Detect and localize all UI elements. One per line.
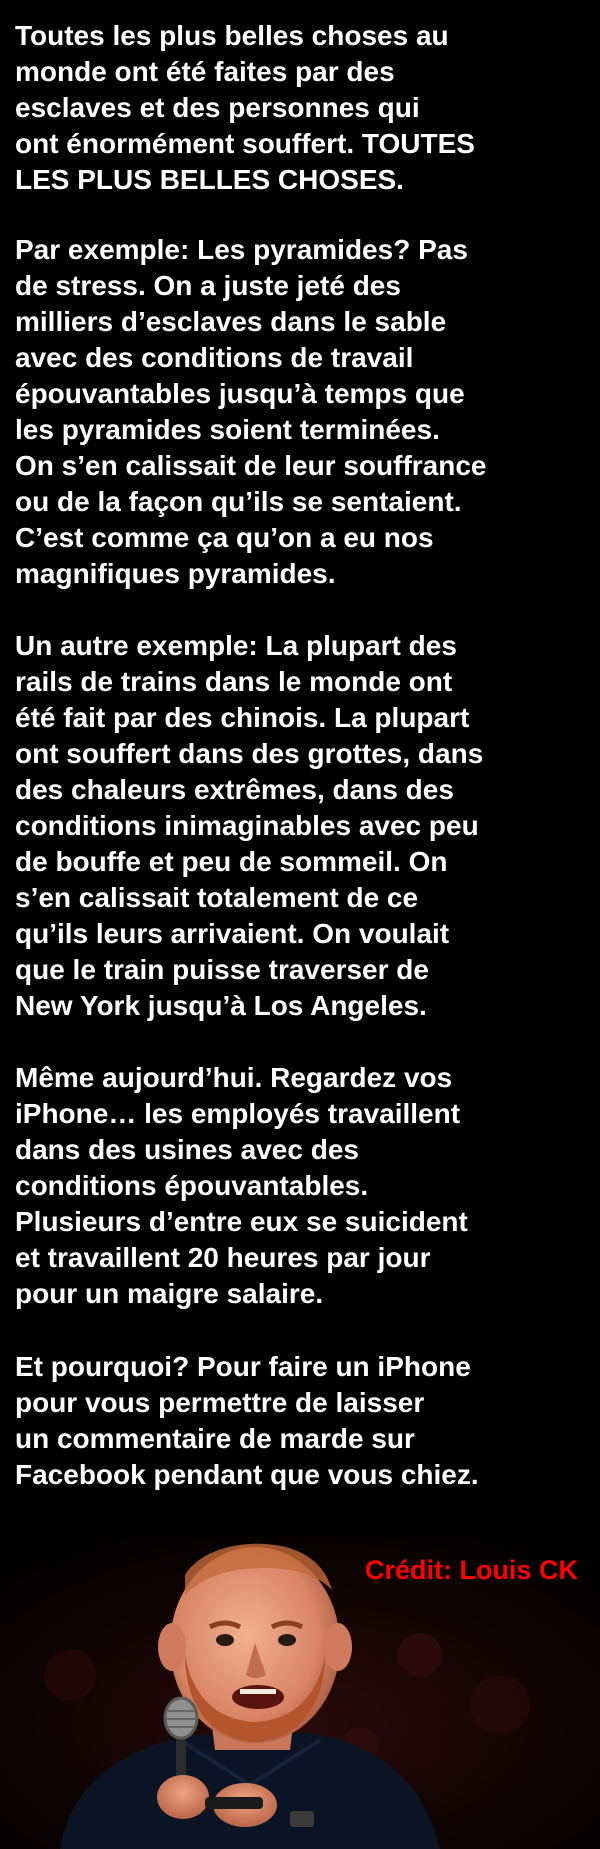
text-line: et travaillent 20 heures par jour [15, 1242, 431, 1273]
text-line: s’en calissait totalement de ce [15, 882, 419, 913]
text-line: qu’ils leurs arrivaient. On voulait [15, 918, 450, 949]
paragraph-3 [15, 628, 600, 1024]
text-line: pour vous permettre de laisser [15, 1387, 425, 1418]
text-line: On s’en calissait de leur souffrance [15, 450, 487, 481]
text-line: un commentaire de marde sur [15, 1423, 415, 1454]
paragraph-2 [15, 232, 600, 592]
text-line: monde ont été faites par des [15, 56, 395, 87]
text-line: que le train puisse traverser de [15, 954, 429, 985]
text-line: Par exemple: Les pyramides? Pas [15, 234, 468, 265]
text-line: rails de trains dans le monde ont [15, 666, 453, 697]
text-line: Et pourquoi? Pour faire un iPhone [15, 1351, 471, 1382]
text-line: Un autre exemple: La plupart des [15, 630, 457, 661]
text-line: de bouffe et peu de sommeil. On [15, 846, 448, 877]
text-line: iPhone… les employés travaillent [15, 1098, 461, 1129]
text-line: New York jusqu’à Los Angeles. [15, 990, 427, 1021]
text-line: esclaves et des personnes qui [15, 92, 420, 123]
text-line: été fait par des chinois. La plupart [15, 702, 470, 733]
text-line: de stress. On a juste jeté des [15, 270, 401, 301]
text-line: épouvantables jusqu’à temps que [15, 378, 465, 409]
text-line: ont souffert dans des grottes, dans [15, 738, 484, 769]
text-line: C’est comme ça qu’on a eu nos [15, 522, 434, 553]
text-line: avec des conditions de travail [15, 342, 414, 373]
text-line: Facebook pendant que vous chiez. [15, 1459, 479, 1490]
text-line: Même aujourd’hui. Regardez vos [15, 1062, 453, 1093]
text-line: dans des usines avec des [15, 1134, 359, 1165]
text-line: Toutes les plus belles choses au [15, 20, 449, 51]
text-line: ont énormément souffert. TOUTES [15, 128, 475, 159]
paragraph-1 [15, 18, 600, 198]
text-line: conditions épouvantables. [15, 1170, 369, 1201]
text-line: milliers d’esclaves dans le sable [15, 306, 447, 337]
text-line: LES PLUS BELLES CHOSES. [15, 164, 404, 195]
text-line: les pyramides soient terminées. [15, 414, 440, 445]
paragraph-4 [15, 1060, 600, 1312]
text-line: conditions inimaginables avec peu [15, 810, 479, 841]
text-line: des chaleurs extrêmes, dans des [15, 774, 454, 805]
paragraph-5 [15, 1349, 600, 1493]
credit-label: Crédit: Louis CK [365, 1555, 578, 1585]
text-line: ou de la façon qu’ils se sentaient. [15, 486, 462, 517]
text-line: pour un maigre salaire. [15, 1278, 324, 1309]
text-line: Plusieurs d’entre eux se suicident [15, 1206, 468, 1237]
text-line: magnifiques pyramides. [15, 558, 336, 589]
